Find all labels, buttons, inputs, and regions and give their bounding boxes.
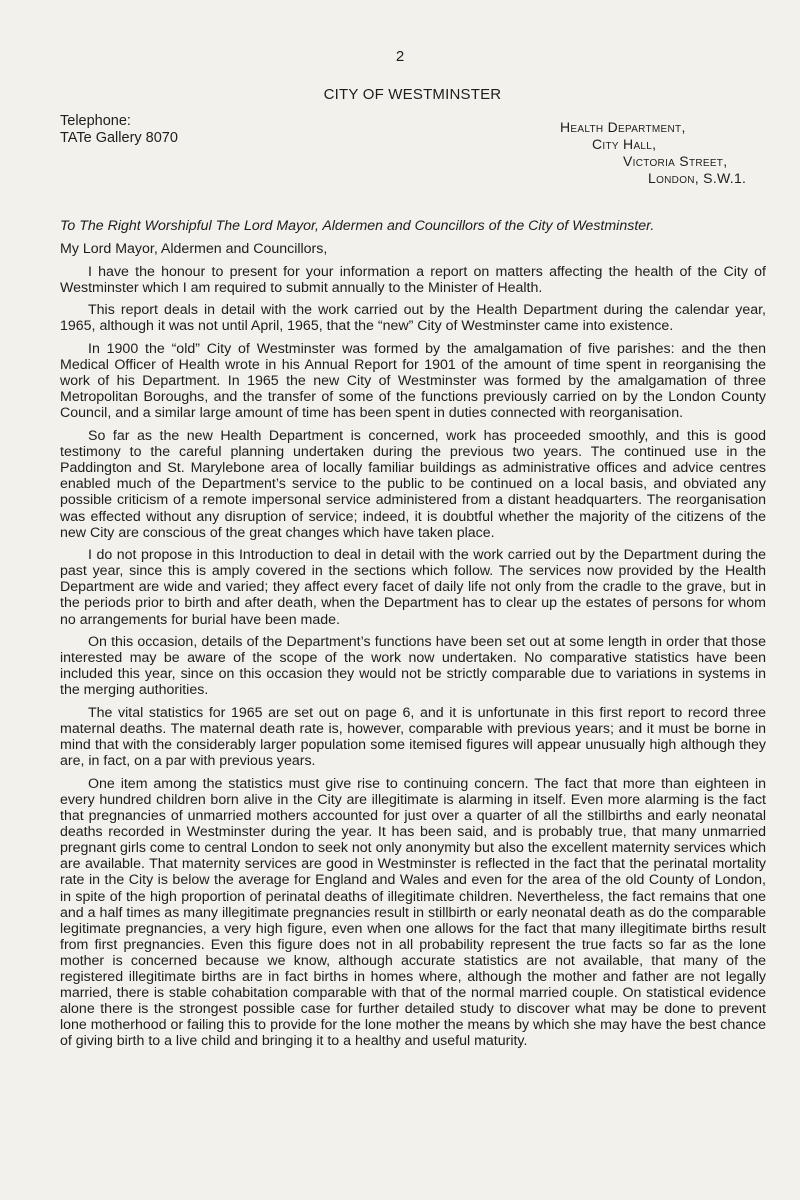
body-paragraph: In 1900 the “old” City of Westminster was formed by the amalgamation of five parishes: and the then Medical Officer of Health wrote in his Annual Report for 1901 of the amount of time spent in reorganising the work of his Department. In 1965 the new City of Westminster was formed by the amalgamation of three Metropolitan Boroughs, and the transfer of some of the functions previously carried on by the London County Council, and a similar large amount of time has been spent in duties connected with reorganisation. — [60, 341, 766, 422]
body-paragraph: One item among the statistics must give rise to continuing concern. The fact that more than eighteen in every hundred children born alive in the City are illegitimate is alarming in itself. Even more alarming is the fact that pregnancies of unmarried mothers accounted for just over a quarter of all the stillbirths and early neonatal deaths recorded in Westminster during the year. It has been said, and is probably true, that many unmarried pregnant girls come to central London to seek not only anonymity but also the excellent maternity services which are available. That maternity services are good in Westminster is reflected in the fact that the perinatal mortality rate in the City is below the average for England and Wales and even for the area of the old County of London, in spite of the high proportion of perinatal deaths of illegitimate children. Nevertheless, the fact remains that one and a half times as many illegitimate pregnancies result in stillbirth or early neonatal death as do the comparable legitimate pregnancies, a very high figure, even when one allows for the fact that many illegitimate births result from first pregnancies. Even this figure does not in all probability represent the true facts so far as the lone mother is concerned because we know, although accurate statistics are not available, that many of the registered illegitimate births are in fact births in homes where, although the mother and father are not legally married, there is stable cohabitation comparable with that of the normal married couple. On statistical evidence alone there is the strongest possible case for further detailed study to discover what may be done to prevent lone motherhood or failing this to provide for the lone mother the means by which she may have the best chance of giving birth to a live child and bringing it to a healthy and useful maturity. — [60, 775, 766, 1050]
telephone-number: TATe Gallery 8070 — [60, 130, 178, 146]
body-paragraph: I have the honour to present for your information a report on matters affecting the health of the City of Westminster which I am required to submit annually to the Minister of Health. — [60, 263, 766, 296]
document-heading: CITY OF WESTMINSTER — [323, 86, 502, 103]
page-number: 2 — [395, 48, 405, 65]
addressee: To The Right Worshipful The Lord Mayor, Aldermen and Councillors of the City of Westminster. — [60, 218, 655, 234]
telephone-label: Telephone: — [60, 113, 131, 129]
body-paragraph: The vital statistics for 1965 are set out on page 6, and it is unfortunate in this first report to record three maternal deaths. The maternal death rate is, however, comparable with previous years; and it must be borne in mind that with the considerably larger population some itemised figures will appear unusually high although they are, in fact, on a par with previous years. — [60, 705, 766, 770]
telephone-block — [60, 113, 178, 147]
letter-body — [60, 218, 766, 1056]
body-paragraph: This report deals in detail with the work carried out by the Health Department during the calendar year, 1965, although it was not until April, 1965, that the “new” City of Westminster came into existence. — [60, 302, 766, 335]
address-line: London, S.W.1. — [648, 170, 747, 186]
body-paragraph: I do not propose in this Introduction to deal in detail with the work carried out by the Department during the past year, since this is amply covered in the sections which follow. The services now provided by the Health Department are wide and varied; they affect every facet of daily life not only from the cradle to the grave, but in the periods prior to birth and after death, when the Department has to clear up the estates of persons for whom no arrangements for burial have been made. — [60, 547, 766, 628]
body-paragraph: On this occasion, details of the Department’s functions have been set out at some length in order that those interested may be aware of the scope of the work now undertaken. No comparative statistics have been included this year, since on this occasion they would not be strictly comparable due to variations in systems in the merging authorities. — [60, 634, 766, 699]
address-line: Health Department, — [560, 119, 686, 135]
body-paragraph: So far as the new Health Department is concerned, work has proceeded smoothly, and this is good testimony to the careful planning undertaken during the previous two years. The continued use in the Paddington and St. Marylebone area of locally familiar buildings as administrative offices and advice centres enabled much of the Department’s service to the public to be continued on a local basis, and obviated any possible criticism of a remote impersonal service administered from a distant headquarters. The reorganisation was effected without any disruption of service; indeed, it is doubtful whether the majority of the citizens of the new City are conscious of the great changes which have taken place. — [60, 428, 766, 541]
address-block — [560, 119, 746, 187]
address-line: Victoria Street, — [623, 153, 728, 169]
salutation: My Lord Mayor, Aldermen and Councillors, — [60, 241, 328, 258]
address-line: City Hall, — [592, 136, 657, 152]
